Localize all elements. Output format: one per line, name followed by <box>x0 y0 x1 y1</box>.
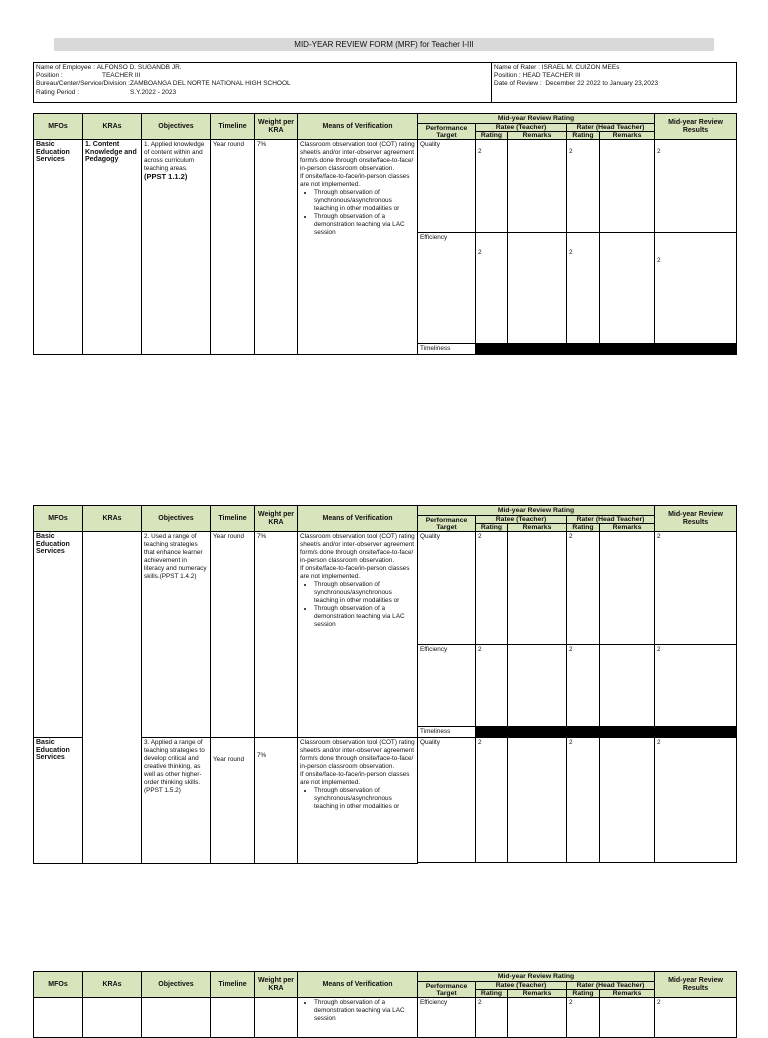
header-midyear-rating: Mid-year Review Rating <box>418 506 655 516</box>
employee-name: ALFONSO D. SUGANDB JR. <box>96 64 182 71</box>
header-midyear-rating: Mid-year Review Rating <box>418 972 655 982</box>
timeline-cell: Year round <box>211 738 255 864</box>
rater-position: HEAD TEACHER III <box>522 72 581 80</box>
mov-if: If onsite/face-to-face/in-person classes are not implemented. <box>300 173 410 188</box>
rater-remarks <box>600 738 655 863</box>
ratee-remarks <box>508 233 567 344</box>
review-date-label: Date of Review : <box>494 80 542 88</box>
rater-remarks <box>600 140 655 233</box>
objective-ppst: (PPST 1.1.2) <box>144 172 188 181</box>
midyear-result: 2 <box>655 140 737 233</box>
target-quality: Quality <box>418 532 476 645</box>
ratee-remarks <box>508 645 567 727</box>
header-timeline: Timeline <box>211 114 255 140</box>
ratee-remarks <box>508 140 567 233</box>
rater-name: ISRAEL M. CUIZON MEEs <box>541 64 620 71</box>
mov-intro: Classroom observation tool (COT) rating sheet/s and/or inter-observer agreement form/s done through onsite/face-to-face/ in-person classroom observation. <box>300 141 415 172</box>
info-divider <box>491 63 492 102</box>
timeliness-blackout <box>476 344 737 355</box>
header-mov: Means of Verification <box>298 114 418 140</box>
header-rater: Rater (Head Teacher) <box>567 516 655 524</box>
target-efficiency: Efficiency <box>418 233 476 344</box>
timeline-cell: Year round <box>211 140 255 355</box>
rater-position-label: Position : <box>494 72 521 80</box>
rater-name-label: Name of Rater : <box>494 64 540 71</box>
employee-info <box>36 64 491 103</box>
mov-intro: Classroom observation tool (COT) rating sheet/s and/or inter-observer agreement form/s done through onsite/face-to-face/ in-person classroom observation. <box>300 739 415 770</box>
header-ratee: Ratee (Teacher) <box>476 124 567 132</box>
header-objectives: Objectives <box>142 114 211 140</box>
mov-if: If onsite/face-to-face/in-person classes are not implemented. <box>300 565 410 580</box>
ratee-rating: 2 <box>476 532 508 645</box>
form-title: MID-YEAR REVIEW FORM (MRF) for Teacher I-III <box>54 38 714 51</box>
header-results: Mid-year Review Results <box>655 506 737 532</box>
header-mfos: MFOs <box>34 114 83 140</box>
target-quality: Quality <box>418 738 476 863</box>
ratee-remarks <box>508 738 567 863</box>
mov-intro: Classroom observation tool (COT) rating sheet/s and/or inter-observer agreement form/s done through onsite/face-to-face/ in-person classroom observation. <box>300 533 415 564</box>
bureau-value: ZAMBOANGA DEL NORTE NATIONAL HIGH SCHOOL <box>129 80 291 88</box>
header-rater-remarks: Remarks <box>600 990 655 998</box>
rater-remarks <box>600 998 655 1038</box>
header-ratee-remarks: Remarks <box>508 990 567 998</box>
timeline-cell: Year round <box>211 532 255 738</box>
header-ratee: Ratee (Teacher) <box>476 516 567 524</box>
header-ratee-remarks: Remarks <box>508 132 567 140</box>
header-mov: Means of Verification <box>298 506 418 532</box>
bureau-label: Bureau/Center/Service/Division : <box>36 80 130 88</box>
rater-rating: 2 <box>567 233 600 344</box>
spacer-row <box>418 863 737 864</box>
target-efficiency: Efficiency <box>418 998 476 1038</box>
target-timeliness: Timeliness <box>418 344 476 355</box>
header-mfos: MFOs <box>34 506 83 532</box>
header-performance-target: Performance Target <box>418 516 476 532</box>
header-ratee-rating: Rating <box>476 132 508 140</box>
ratee-remarks <box>508 998 567 1038</box>
kra-cell <box>83 532 142 864</box>
mfo-cell: Basic Education Services <box>34 140 83 355</box>
header-performance-target: Performance Target <box>418 124 476 140</box>
mov-bullet: • Through observation of synchronous/asynchronous teaching in other modalities or <box>314 581 415 605</box>
rater-rating: 2 <box>567 998 600 1038</box>
rater-rating: 2 <box>567 532 600 645</box>
weight-cell: 7% <box>255 140 298 355</box>
header-results: Mid-year Review Results <box>655 972 737 998</box>
objective-cell: 2. Used a range of teaching strategies that enhance learner achievement in literacy and numeracy skills.(PPST 1.4.2) <box>142 532 211 738</box>
header-mfos: MFOs <box>34 972 83 998</box>
timeline-cell <box>211 998 255 1038</box>
header-rater-remarks: Remarks <box>600 524 655 532</box>
employee-position: TEACHER III <box>102 72 141 80</box>
ratee-rating: 2 <box>476 233 508 344</box>
mov-cell <box>298 998 418 1038</box>
mov-bullet: • Through observation of a demonstration teaching via LAC session <box>314 213 415 237</box>
mfo-cell: Basic Education Services <box>34 738 83 864</box>
ratee-rating: 2 <box>476 738 508 863</box>
rater-remarks <box>600 233 655 344</box>
header-ratee-rating: Rating <box>476 990 508 998</box>
header-midyear-rating: Mid-year Review Rating <box>418 114 655 124</box>
mov-bullet: • Through observation of synchronous/asynchronous teaching in other modalities or <box>314 189 415 213</box>
header-performance-target: Performance Target <box>418 982 476 998</box>
ratee-rating: 2 <box>476 140 508 233</box>
kra-cell <box>83 998 142 1038</box>
mov-bullet: • Through observation of synchronous/asynchronous teaching in other modalities or <box>314 787 415 811</box>
rater-remarks <box>600 532 655 645</box>
ratee-remarks <box>508 532 567 645</box>
target-timeliness: Timeliness <box>418 727 476 738</box>
employee-name-label: Name of Employee : <box>36 64 95 71</box>
rater-rating: 2 <box>567 140 600 233</box>
midyear-result: 2 <box>655 738 737 863</box>
header-timeline: Timeline <box>211 506 255 532</box>
header-weight: Weight per KRA <box>255 506 298 532</box>
header-objectives: Objectives <box>142 972 211 998</box>
mov-cell <box>298 140 418 355</box>
header-ratee-remarks: Remarks <box>508 524 567 532</box>
header-rater-remarks: Remarks <box>600 132 655 140</box>
objective-cell <box>142 140 211 355</box>
header-rater-rating: Rating <box>567 132 600 140</box>
header-ratee: Ratee (Teacher) <box>476 982 567 990</box>
mfo-cell: Basic Education Services <box>34 532 83 738</box>
mov-cell <box>298 532 418 738</box>
ratee-rating: 2 <box>476 645 508 727</box>
header-objectives: Objectives <box>142 506 211 532</box>
objective-cell: 3. Applied a range of teaching strategies to develop critical and creative thinking, as well as other higher-order thinking skills.(PPST 1.5.2) <box>142 738 211 864</box>
timeliness-blackout <box>476 727 737 738</box>
mov-cell <box>298 738 418 864</box>
kra-cell: 1. Content Knowledge and Pedagogy <box>83 140 142 355</box>
header-rater-rating: Rating <box>567 524 600 532</box>
header-kras: KRAs <box>83 506 142 532</box>
mov-bullet: • Through observation of a demonstration teaching via LAC session <box>314 605 415 629</box>
target-efficiency: Efficiency <box>418 645 476 727</box>
header-rater: Rater (Head Teacher) <box>567 982 655 990</box>
review-date: December 22 2022 to January 23,2023 <box>545 80 659 88</box>
target-quality: Quality <box>418 140 476 233</box>
objective-text: 1. Applied knowledge of content within and across curriculum teaching areas. <box>144 141 205 172</box>
weight-cell: 7% <box>255 532 298 738</box>
rater-info <box>494 64 734 89</box>
weight-cell <box>255 998 298 1038</box>
midyear-result: 2 <box>655 998 737 1038</box>
employee-info-box <box>33 62 737 103</box>
mrf-table-2 <box>33 505 737 864</box>
header-kras: KRAs <box>83 972 142 998</box>
header-rater: Rater (Head Teacher) <box>567 124 655 132</box>
employee-position-label: Position : <box>36 72 63 80</box>
header-ratee-rating: Rating <box>476 524 508 532</box>
header-timeline: Timeline <box>211 972 255 998</box>
rating-period: S.Y.2022 - 2023 <box>130 88 177 96</box>
header-kras: KRAs <box>83 114 142 140</box>
objective-cell <box>142 998 211 1038</box>
midyear-result: 2 <box>655 233 737 344</box>
weight-cell: 7% <box>255 738 298 864</box>
header-weight: Weight per KRA <box>255 972 298 998</box>
mfo-cell <box>34 998 83 1038</box>
header-mov: Means of Verification <box>298 972 418 998</box>
header-rater-rating: Rating <box>567 990 600 998</box>
header-results: Mid-year Review Results <box>655 114 737 140</box>
ratee-rating: 2 <box>476 998 508 1038</box>
mrf-table-3 <box>33 971 737 1038</box>
rating-period-label: Rating Period : <box>36 88 79 96</box>
rater-rating: 2 <box>567 738 600 863</box>
mov-bullet: • Through observation of a demonstration teaching via LAC session <box>314 999 415 1023</box>
mov-if: If onsite/face-to-face/in-person classes are not implemented. <box>300 771 410 786</box>
midyear-result: 2 <box>655 645 737 727</box>
header-weight: Weight per KRA <box>255 114 298 140</box>
midyear-result: 2 <box>655 532 737 645</box>
rater-rating: 2 <box>567 645 600 727</box>
rater-remarks <box>600 645 655 727</box>
mrf-table-1 <box>33 113 737 355</box>
